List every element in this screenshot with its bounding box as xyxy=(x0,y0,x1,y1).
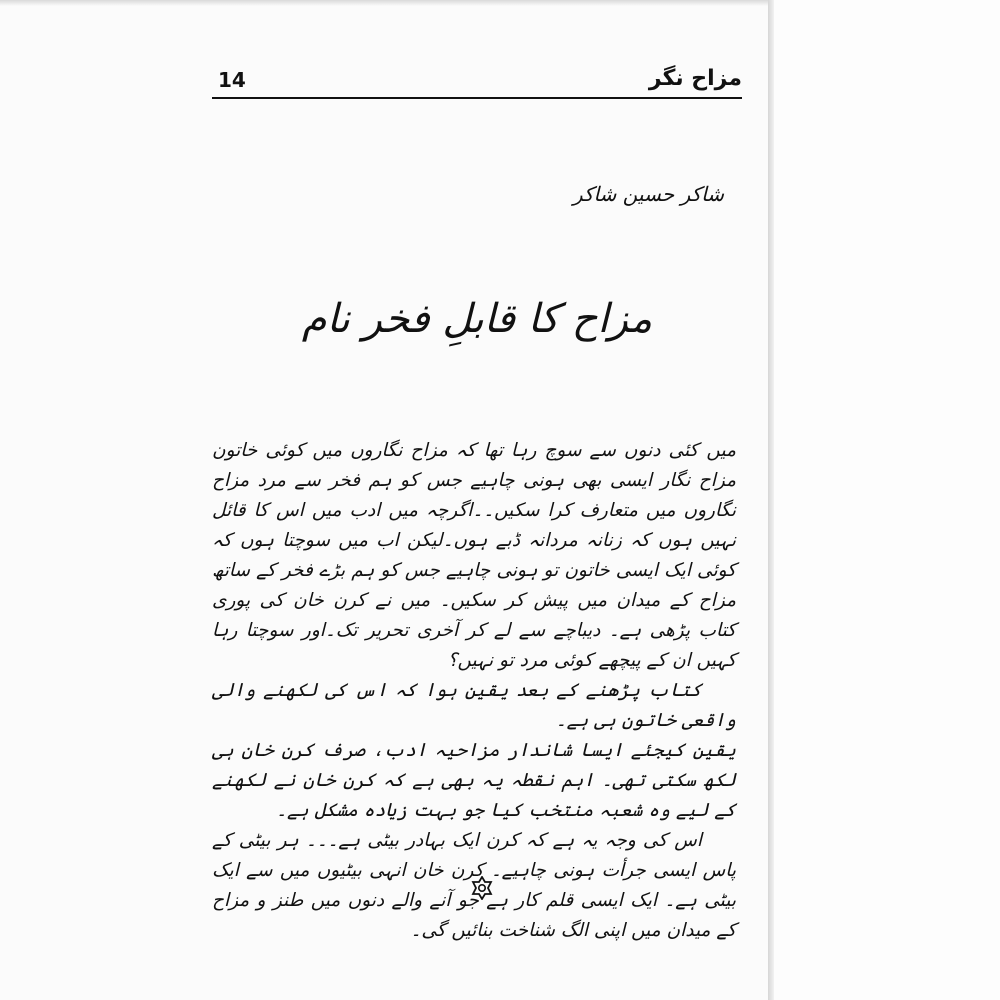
essay-title: مزاح کا قابلِ فخر نام xyxy=(301,296,653,342)
paragraph: میں کئی دنوں سے سوچ رہا تھا کہ مزاح نگاروں میں کوئی خاتون مزاح نگار ایسی بھی ہونی چاہیے جس کو ہم فخر سے مرد مزاح نگاروں میں متعارف کرا سکیں۔۔اگرچہ میں ادب میں اس کا قائل نہیں ہوں کہ زنانہ مردانہ ڈبے ہوں۔لیکن اب میں سوچتا ہوں کہ کوئی ایک ایسی خاتون تو ہونی چاہیے جس کو ہم بڑے فخر کے ساتھ مزاح کے میدان میں پیش کر سکیں۔ میں نے کرن خان کی پوری کتاب پڑھی ہے۔ دیباچے سے لے کر آخری تحریر تک۔اور سوچتا رہا کہیں ان کے پیچھے کوئی مرد تو نہیں؟ xyxy=(212,440,736,671)
header-rule xyxy=(212,97,742,99)
adjacent-page xyxy=(774,0,1000,1000)
end-ornament-icon xyxy=(470,876,494,900)
page-number: 14 xyxy=(218,68,246,92)
scan-shadow-top xyxy=(0,0,768,6)
page-header xyxy=(212,66,742,106)
paragraph: یقین کیجئے ایسا شاندار مزاحیہ ادب، صرف کرن خان ہی لکھ سکتی تھی۔ اہم نقطہ یہ بھی ہے کہ کرن خان نے لکھنے کے لیے وہ شعبہ منتخب کیا جو بہت زیادہ مشکل ہے۔ xyxy=(212,740,736,821)
essay-body xyxy=(212,436,736,946)
author-name: شاکر حسین شاکر xyxy=(573,182,724,206)
paragraph: اس کی وجہ یہ ہے کہ کرن ایک بہادر بیٹی ہے۔۔۔ ہر بیٹی کے پاس ایسی جرأت ہونی چاہیے۔ کرن خان انہی بیٹیوں میں سے ایک بیٹی ہے۔ ایک ایسی قلم کار ہے جو آنے والے دنوں میں طنز و مزاح کے میدان میں اپنی الگ شناخت بنائیں گی۔ xyxy=(212,830,736,941)
running-book-title: مزاح نگر xyxy=(648,66,742,91)
paragraph: کتاب پڑھنے کے بعد یقین ہوا کہ اس کی لکھنے والی واقعی خاتون ہی ہے۔ xyxy=(212,680,736,731)
